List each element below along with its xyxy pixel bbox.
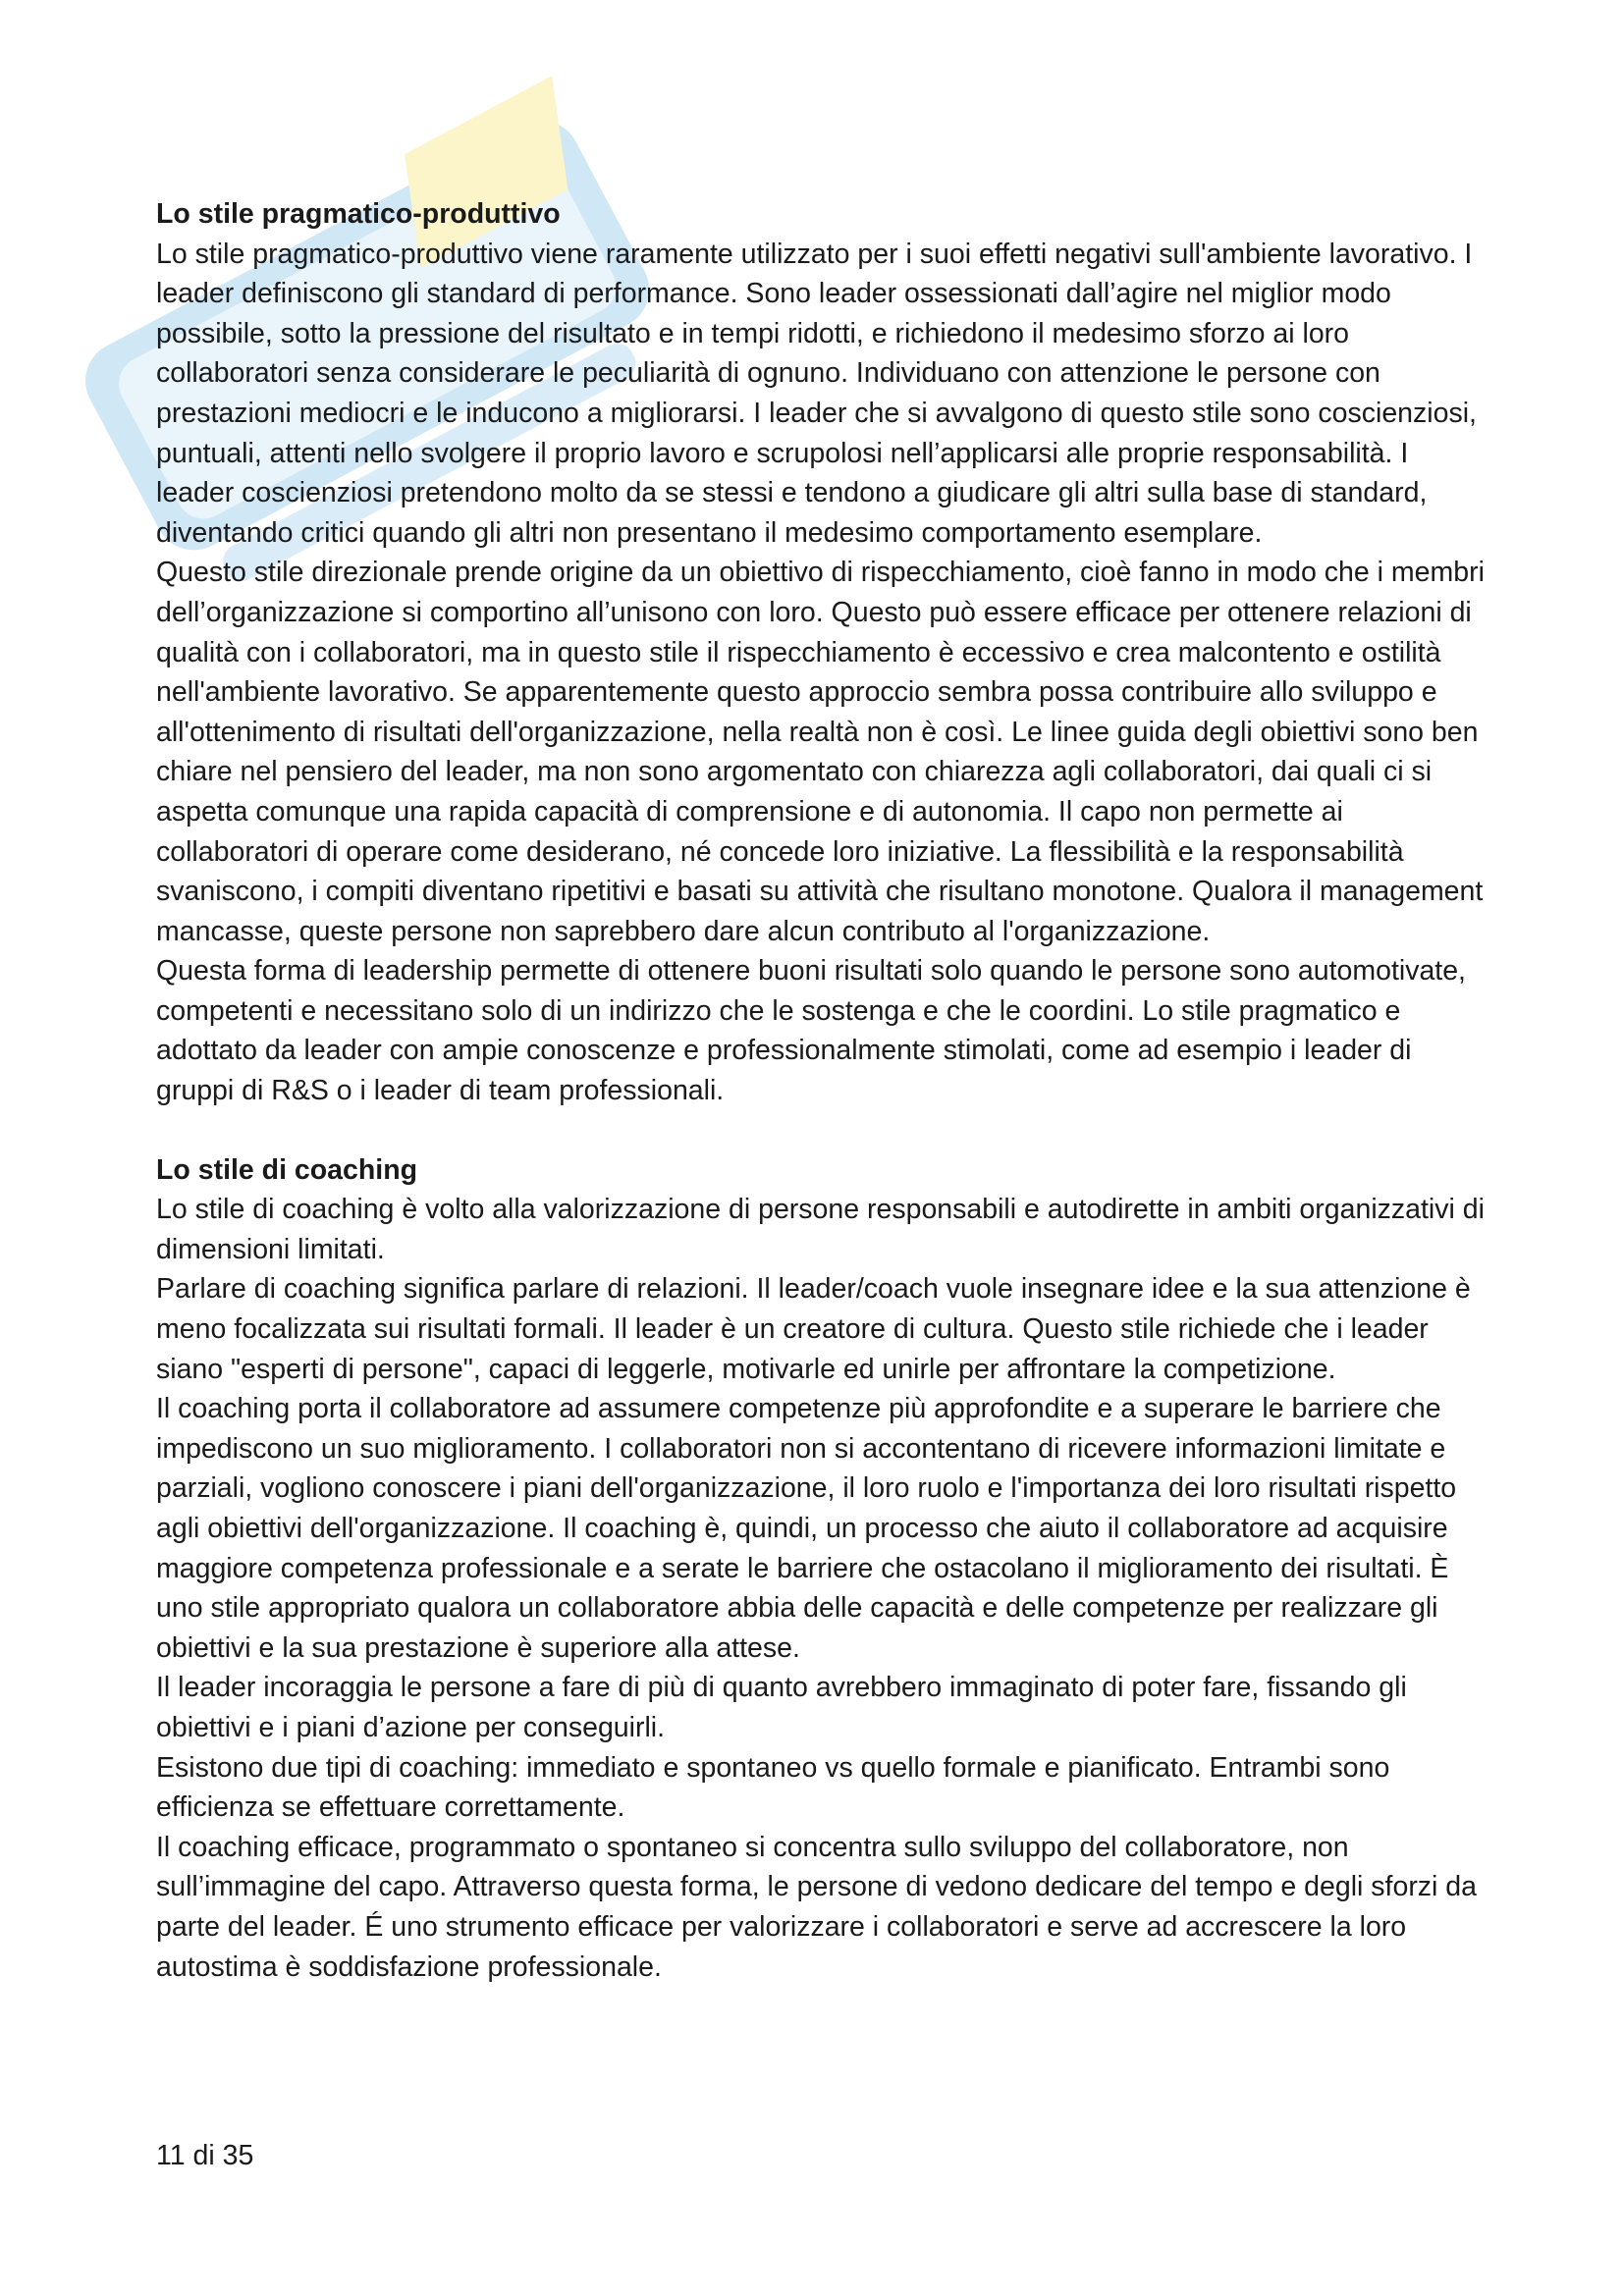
- paragraph: Il leader incoraggia le persone a fare di più di quanto avrebbero immaginato di poter fare, fissando gli obiettivi e i piani d’azione per conseguirli.: [156, 1672, 1407, 1743]
- paragraph: Lo stile di coaching è volto alla valorizzazione di persone responsabili e autodirette in ambiti organizzativi di dimensioni limitati.: [156, 1194, 1485, 1265]
- section-pragmatico: [156, 194, 1491, 1111]
- document-page: [156, 194, 1491, 1987]
- section-heading: Lo stile di coaching: [156, 1153, 418, 1186]
- paragraph: Esistono due tipi di coaching: immediato e spontaneo vs quello formale e pianificato. Entrambi sono efficienza se effettuare correttamente.: [156, 1751, 1390, 1824]
- section-coaching: [156, 1150, 1491, 1987]
- paragraph: Questa forma di leadership permette di ottenere buoni risultati solo quando le persone sono automotivate, competenti e necessitano solo di un indirizzo che le sostenga e che le coordini. Lo stile pragmatico e adottato da leader con ampie conoscenze e professionalmente stimolati, come ad esempio i leader di gruppi di R&S o i leader di team professionali.: [156, 955, 1466, 1107]
- section-heading: Lo stile pragmatico-produttivo: [156, 198, 561, 230]
- page-number: 11 di 35: [156, 2140, 254, 2171]
- paragraph: Questo stile direzionale prende origine da un obiettivo di rispecchiamento, cioè fanno in modo che i membri dell’organizzazione si comportino all’unisono con loro. Questo può essere efficace per ottenere relazioni di qualità con i collaboratori, ma in questo stile il rispecchiamento è eccessivo e crea malcontento e ostilità nell'ambiente lavorativo. Se apparentemente questo approccio sembra possa contribuire allo sviluppo e all'ottenimento di risultati dell'organizzazione, nella realtà non è così. Le linee guida degli obiettivi sono ben chiare nel pensiero del leader, ma non sono argomentato con chiarezza agli collaboratori, dai quali ci si aspetta comunque una rapida capacità di comprensione e di autonomia. Il capo non permette ai collaboratori di operare come desiderano, né concede loro iniziative. La flessibilità e la responsabilità svaniscono, i compiti diventano ripetitivi e basati su attività che risultano monotone. Qualora il management mancasse, queste persone non saprebbero dare alcun contributo al l'organizzazione.: [156, 557, 1485, 947]
- paragraph: Il coaching porta il collaboratore ad assumere competenze più approfondite e a superare le barriere che impediscono un suo miglioramento. I collaboratori non si accontentano di ricevere informazioni limitate e parziali, vogliono conoscere i piani dell'organizzazione, il loro ruolo e l'importanza dei loro risultati rispetto agli obiettivi dell'organizzazione. Il coaching è, quindi, un processo che aiuto il collaboratore ad acquisire maggiore competenza professionale e a serate le barriere che ostacolano il miglioramento dei risultati. È uno stile appropriato qualora un collaboratore abbia delle capacità e delle competenze per realizzare gli obiettivi e la sua prestazione è superiore alla attese.: [156, 1393, 1457, 1664]
- paragraph: Il coaching efficace, programmato o spontaneo si concentra sullo sviluppo del collaboratore, non sull’immagine del capo. Attraverso questa forma, le persone di vedono dedicare del tempo e degli sforzi da parte del leader. É uno strumento efficace per valorizzare i collaboratori e serve ad accrescere la loro autostima è soddisfazione professionale.: [156, 1831, 1478, 1983]
- paragraph: Lo stile pragmatico-produttivo viene raramente utilizzato per i suoi effetti negativi sull'ambiente lavorativo. I leader definiscono gli standard di performance. Sono leader ossessionati dall’agire nel miglior modo possibile, sotto la pressione del risultato e in tempi ridotti, e richiedono il medesimo sforzo ai loro collaboratori senza considerare le peculiarità di ognuno. Individuano con attenzione le persone con prestazioni mediocri e le inducono a migliorarsi. I leader che si avvalgono di questo stile sono coscienziosi, puntuali, attenti nello svolgere il proprio lavoro e scrupolosi nell’applicarsi alle proprie responsabilità. I leader coscienziosi pretendono molto da se stessi e tendono a giudicare gli altri sulla base di standard, diventando critici quando gli altri non presentano il medesimo comportamento esemplare.: [156, 238, 1477, 549]
- paragraph: Parlare di coaching significa parlare di relazioni. Il leader/coach vuole insegnare idee e la sua attenzione è meno focalizzata sui risultati formali. Il leader è un creatore di cultura. Questo stile richiede che i leader siano "esperti di persone", capaci di leggerle, motivarle ed unirle per affrontare la competizione.: [156, 1273, 1471, 1385]
